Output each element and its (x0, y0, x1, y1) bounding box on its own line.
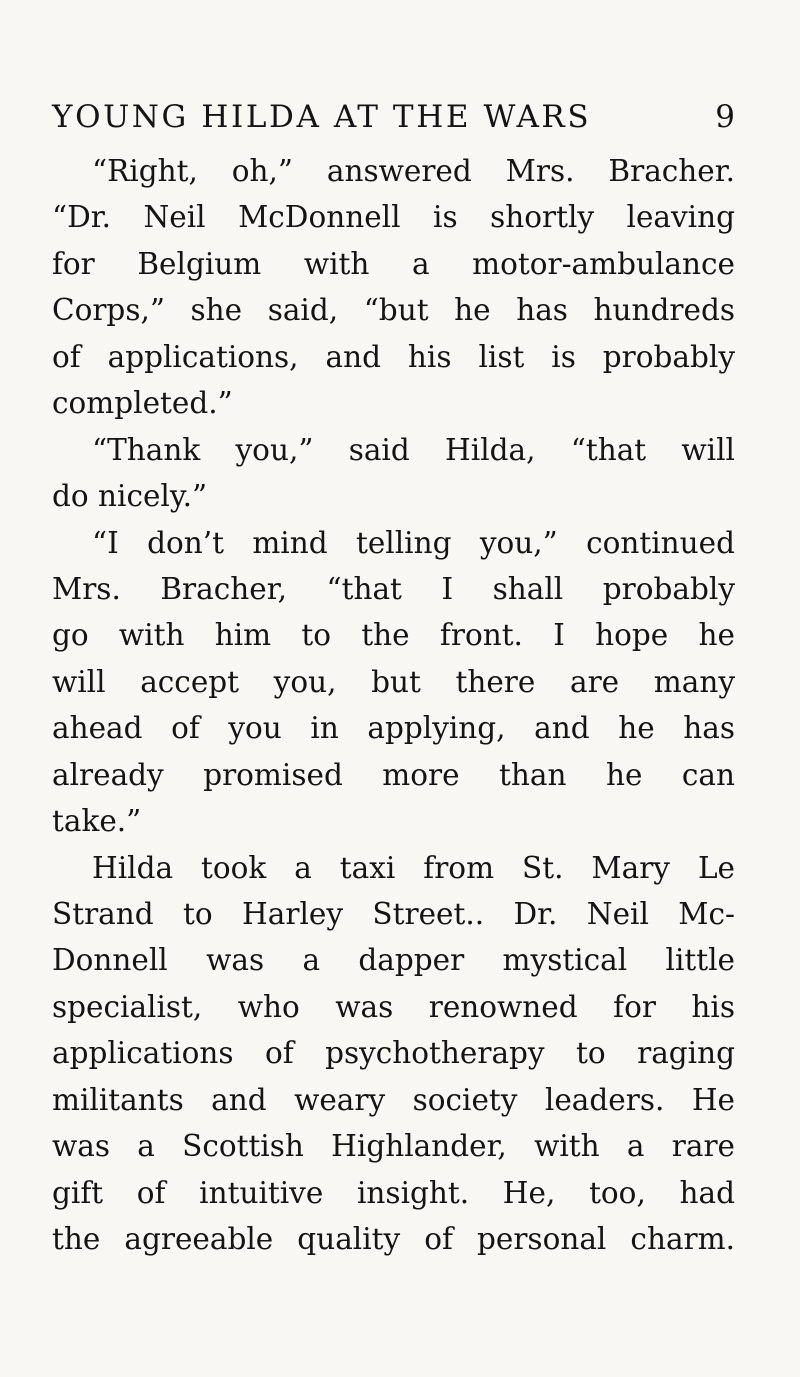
running-head (52, 92, 735, 142)
text-line: Corps,” she said, “but he has hundreds (52, 293, 735, 328)
text-line: already promised more than he can (52, 757, 735, 792)
text-line: gift of intuitive insight. He, too, had (52, 1175, 735, 1210)
text-line: “Dr. Neil McDonnell is shortly leaving (52, 200, 735, 235)
text-line: militants and weary society leaders. He (52, 1082, 735, 1117)
text-line: completed.” (52, 386, 233, 421)
text-line: specialist, who was renowned for his (52, 989, 735, 1024)
text-line: was a Scottish Highlander, with a rare (52, 1129, 735, 1164)
text-line: Mrs. Bracher, “that I shall probably (52, 571, 735, 606)
text-line: Hilda took a taxi from St. Mary Le (92, 850, 735, 885)
page-number: 9 (715, 99, 735, 135)
text-line: do nicely.” (52, 479, 208, 514)
text-line: for Belgium with a motor-ambulance (52, 246, 735, 281)
text-line: applications of psychotherapy to raging (52, 1036, 735, 1071)
text-line: Strand to Harley Street.. Dr. Neil Mc- (52, 897, 735, 931)
text-line: “I don’t mind telling you,” continued (92, 525, 735, 560)
text-line: go with him to the front. I hope he (52, 618, 735, 653)
text-line: “Thank you,” said Hilda, “that will (92, 432, 735, 467)
text-line: Donnell was a dapper mystical little (52, 943, 735, 978)
running-title: YOUNG HILDA AT THE WARS (52, 99, 592, 135)
text-line: “Right, oh,” answered Mrs. Bracher. (92, 154, 735, 188)
body-text (52, 148, 735, 1263)
text-line: the agreeable quality of personal charm. (52, 1222, 735, 1257)
text-line: take.” (52, 804, 142, 839)
text-line: will accept you, but there are many (52, 664, 735, 699)
text-line: of applications, and his list is probably (52, 339, 735, 374)
text-line: ahead of you in applying, and he has (52, 711, 735, 746)
